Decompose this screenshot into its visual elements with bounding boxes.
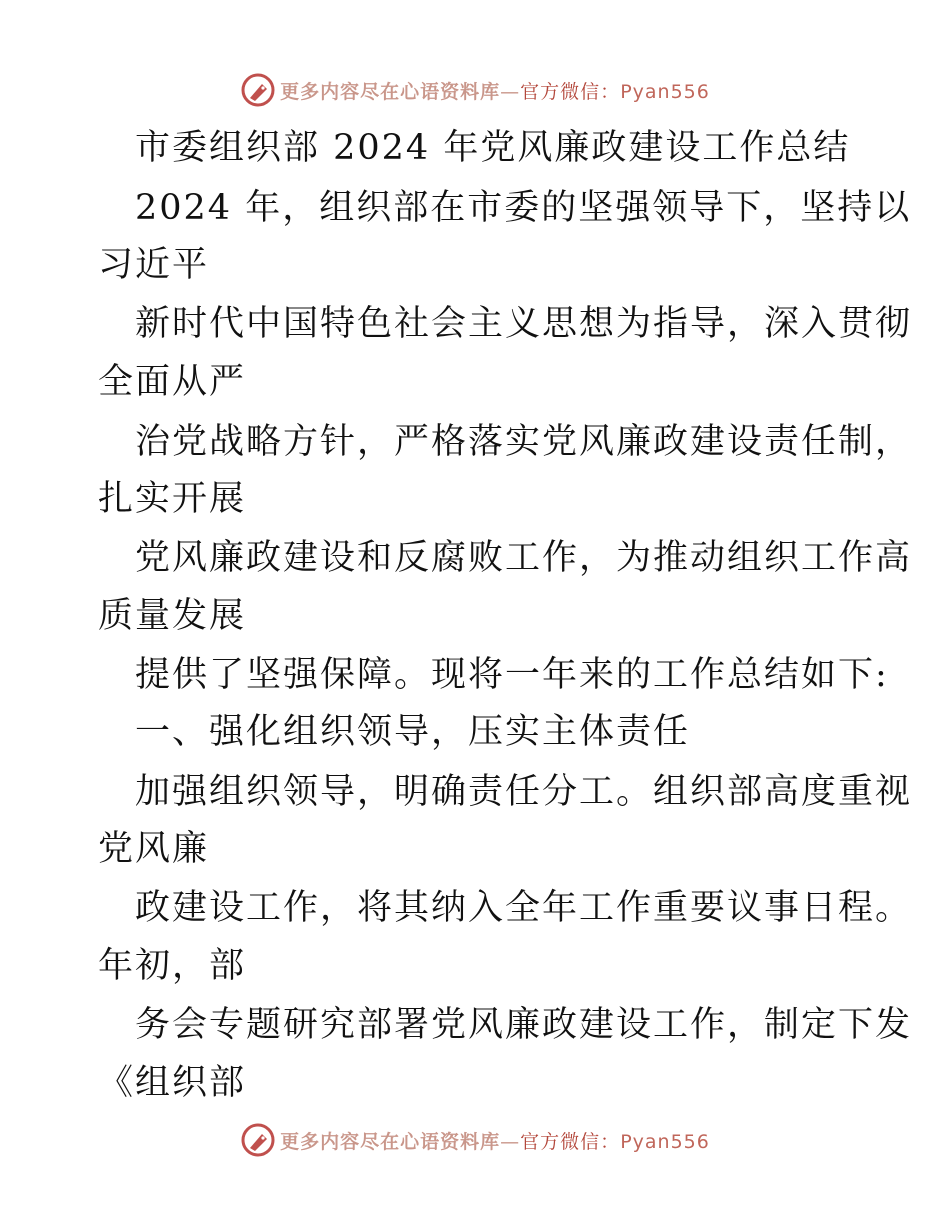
text-line: 年初，部 <box>98 946 247 986</box>
banner-wechat-label: 官方微信： <box>520 80 621 103</box>
text-line: 务会专题研究部署党风廉政建设工作，制定下发 <box>135 1005 913 1045</box>
text-line: 习近平 <box>98 245 210 285</box>
text-line: 扎实开展 <box>98 479 247 519</box>
text-line: 党风廉政建设和反腐败工作，为推动组织工作高 <box>135 538 913 578</box>
section-heading: 一、强化组织领导，压实主体责任 <box>135 712 691 752</box>
banner-wechat-id: Pyan556 <box>620 80 710 103</box>
text-line: 提供了坚强保障。现将一年来的工作总结如下: <box>135 655 889 695</box>
text-line: 新时代中国特色社会主义思想为指导，深入贯彻 <box>135 304 913 344</box>
text-line: 治党战略方针，严格落实党风廉政建设责任制， <box>135 422 913 462</box>
text-line: 全面从严 <box>98 362 247 402</box>
footer-banner <box>0 1120 950 1160</box>
banner-wechat-id: Pyan556 <box>620 1130 710 1153</box>
banner-title: 更多内容尽在心语资料库 <box>280 1130 501 1153</box>
text-line: 政建设工作，将其纳入全年工作重要议事日程。 <box>135 888 913 928</box>
pen-nib-logo-icon <box>240 72 276 108</box>
banner-separator: — <box>500 1130 521 1153</box>
text-line: 质量发展 <box>98 596 247 636</box>
text-line: 《组织部 <box>98 1063 247 1103</box>
pen-nib-logo-icon <box>240 1122 276 1158</box>
banner-separator: — <box>500 80 521 103</box>
text-line: 加强组织领导，明确责任分工。组织部高度重视 <box>135 772 913 812</box>
text-line: 2024 年，组织部在市委的坚强领导下，坚持以 <box>135 188 912 228</box>
document-title: 市委组织部 2024 年党风廉政建设工作总结 <box>135 128 851 168</box>
banner-wechat-label: 官方微信： <box>520 1130 621 1153</box>
header-banner <box>0 70 950 110</box>
text-line: 党风廉 <box>98 829 210 869</box>
banner-title: 更多内容尽在心语资料库 <box>280 80 501 103</box>
